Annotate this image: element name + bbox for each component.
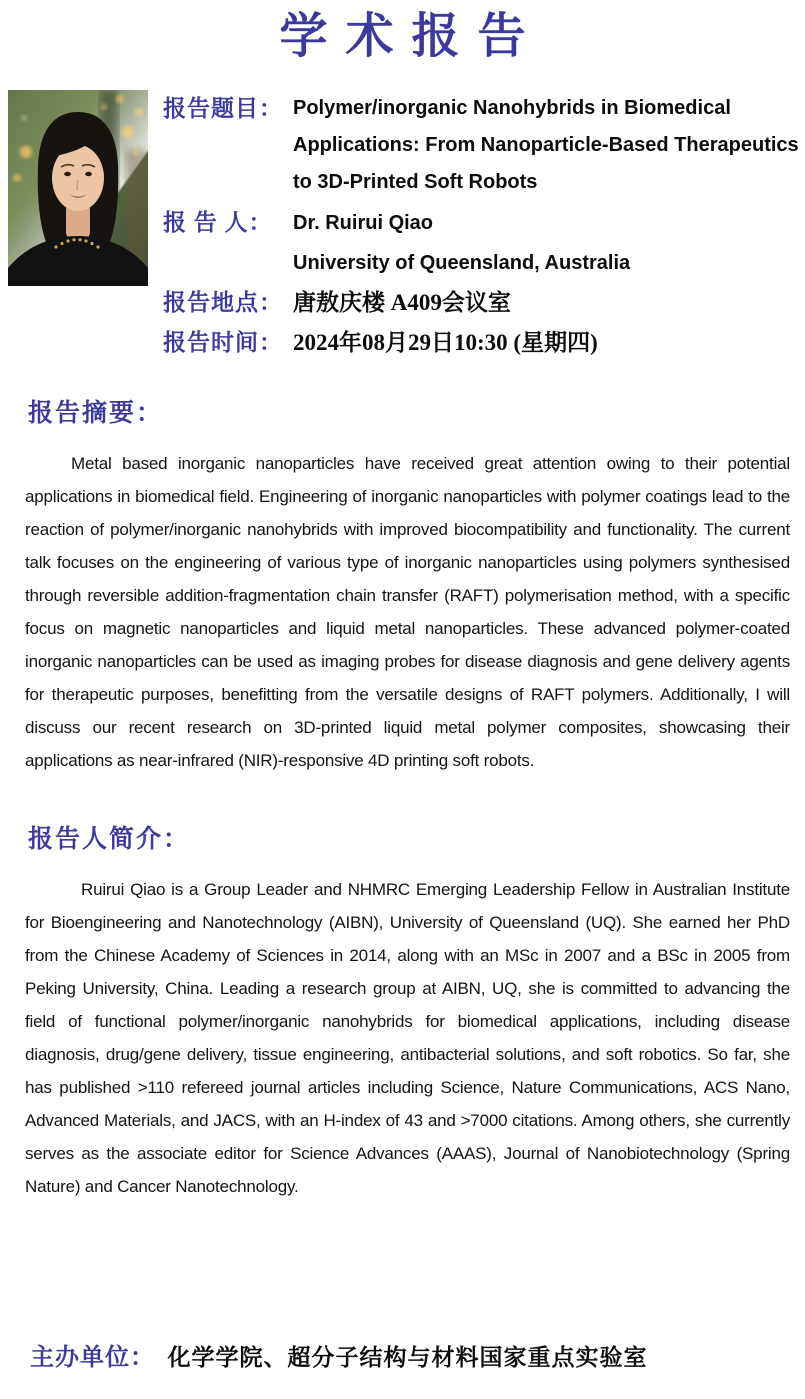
- page-title: 学术报告: [279, 8, 544, 64]
- time-label: 报告时间：: [163, 330, 283, 355]
- speaker-value: [293, 203, 630, 283]
- info-section: [8, 90, 805, 363]
- speaker-portrait-illustration: [8, 90, 148, 286]
- talk-title-value: Polymer/inorganic Nanohybrids in Biomedical Applications: From Nanoparticle-Based Therapeutics to 3D-Printed Soft Robots: [293, 97, 799, 193]
- bio-heading: 报告人简介：: [28, 826, 191, 853]
- speaker-label: 报 告 人：: [163, 210, 273, 235]
- speaker-name: Dr. Ruirui Qiao: [293, 212, 434, 234]
- field-talk-title: [163, 90, 803, 201]
- time-value: 2024年08月29日10:30 (星期四): [293, 330, 598, 355]
- organizer-label: 主办单位：: [30, 1345, 155, 1371]
- organizer-line: [30, 1337, 647, 1372]
- field-time: [163, 323, 803, 363]
- abstract-heading: 报告摘要：: [28, 400, 164, 427]
- bio-text: Ruirui Qiao is a Group Leader and NHMRC Emerging Leadership Fellow in Australian Institute for Bioengineering and Nanotechnology (AIBN), University of Queensland (UQ). She earned her PhD from the Chinese Academy of Sciences in 2014, along with an MSc in 2007 and a BSc in 2005 from Peking University, China. Leading a research group at AIBN, UQ, she is committed to advancing the field of functional polymer/inorganic nanohybrids for biomedical applications, including disease diagnosis, drug/gene delivery, tissue engineering, antibacterial solutions, and soft robotics. So far, she has published >110 refereed journal articles including Science, Nature Communications, ACS Nano, Advanced Materials, and JACS, with an H-index of 43 and >7000 citations. Among others, she currently serves as the associate editor for Science Advances (AAAS), Journal of Nanobiotechnology (Spring Nature) and Cancer Nanotechnology.: [25, 880, 790, 1196]
- abstract-text: Metal based inorganic nanoparticles have received great attention owing to their potential applications in biomedical field. Engineering of inorganic nanoparticles with polymer coatings lead to the reaction of polymer/inorganic nanohybrids with improved biocompatibility and functionality. The current talk focuses on the engineering of various type of inorganic nanoparticles using polymers synthesised through reversible addition-fragmentation chain transfer (RAFT) polymerisation method, with a specific focus on magnetic nanoparticles and liquid metal nanoparticles. These advanced polymer-coated inorganic nanoparticles can be used as imaging probes for disease diagnosis and gene delivery agents for therapeutic purposes, benefitting from the versatile designs of RAFT polymers. Additionally, I will discuss our recent research on 3D-printed liquid metal polymer composites, showcasing their applications as near-infrared (NIR)-responsive 4D printing soft robots.: [25, 454, 790, 770]
- venue-label: 报告地点：: [163, 290, 283, 315]
- info-fields: [163, 90, 805, 363]
- venue-value: 唐敖庆楼 A409会议室: [293, 290, 511, 315]
- talk-title-label: 报告题目：: [163, 96, 283, 121]
- speaker-affiliation: University of Queensland, Australia: [293, 252, 631, 274]
- organizer-value: 化学学院、超分子结构与材料国家重点实验室: [167, 1345, 648, 1370]
- field-venue: [163, 283, 803, 323]
- speaker-photo: [8, 90, 148, 286]
- field-speaker: [163, 203, 803, 283]
